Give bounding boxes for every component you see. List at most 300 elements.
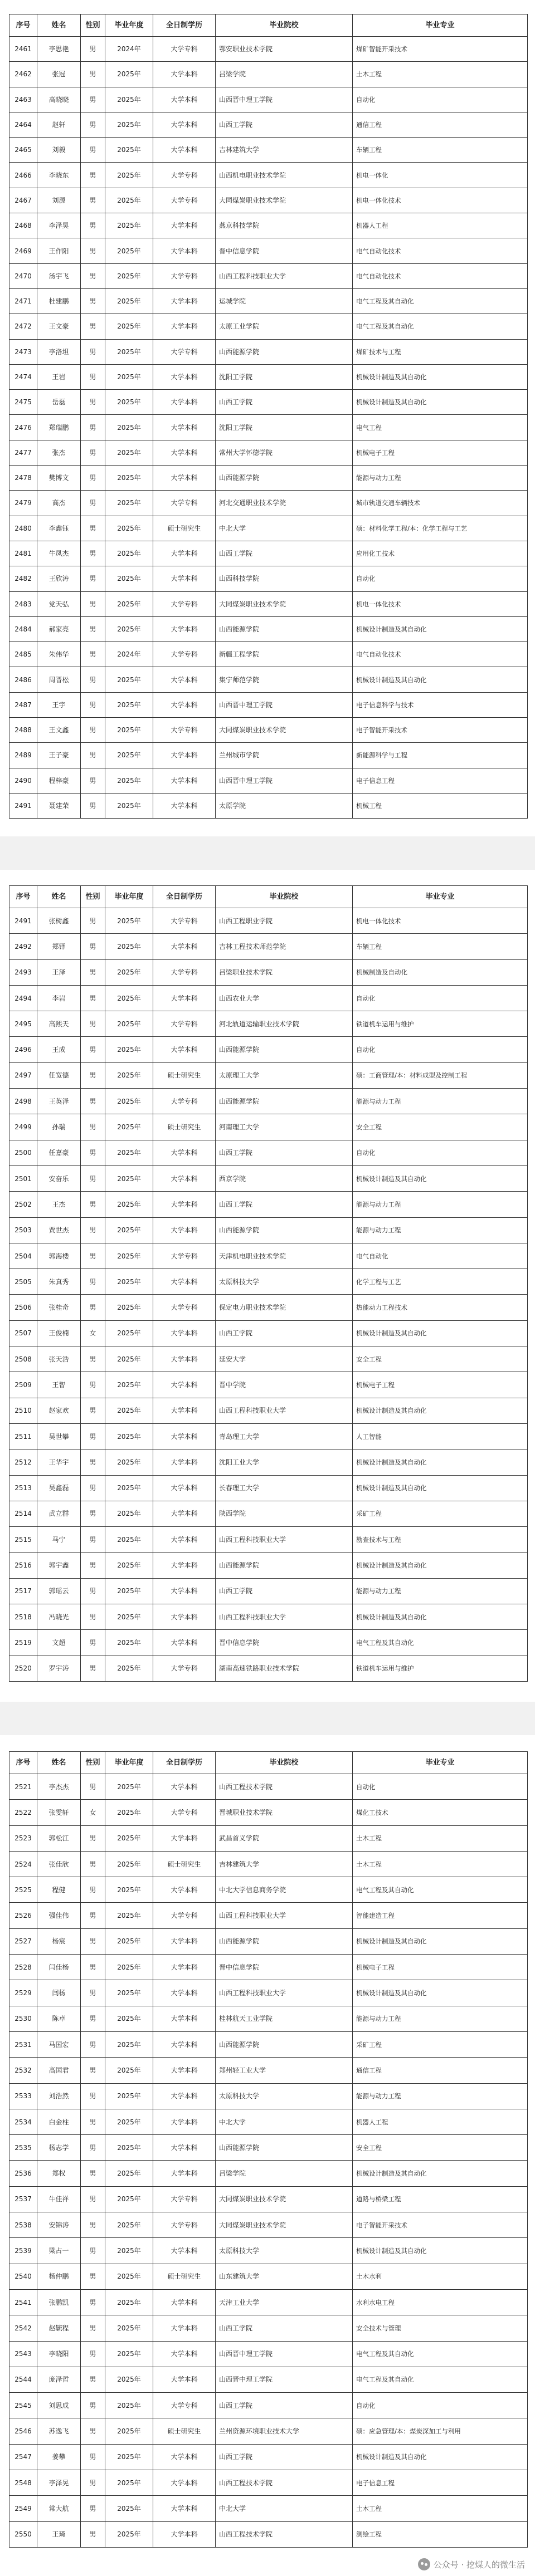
year-cell: 2025年 [105, 213, 153, 238]
degree-cell: 大学本科 [153, 238, 216, 263]
name-cell: 吴鑫磊 [37, 1475, 81, 1501]
table-header-row [9, 14, 528, 37]
name-cell: 党天弘 [37, 591, 81, 616]
school-cell: 山西工程技术学院 [216, 2470, 353, 2496]
year-cell: 2025年 [105, 188, 153, 213]
table-row [9, 2289, 528, 2315]
gender-cell: 男 [81, 1475, 105, 1501]
seq-cell: 2528 [9, 1955, 37, 1980]
table-row [9, 1501, 528, 1526]
degree-cell: 大学本科 [153, 2444, 216, 2470]
seq-cell: 2485 [9, 642, 37, 667]
name-cell: 李岩 [37, 985, 81, 1011]
name-cell: 王英泽 [37, 1089, 81, 1114]
year-cell: 2025年 [105, 314, 153, 339]
seq-cell: 2496 [9, 1037, 37, 1062]
table-row [9, 2496, 528, 2521]
school-cell: 山西工程科技职业大学 [216, 1527, 353, 1553]
seq-cell: 2546 [9, 2418, 37, 2444]
degree-cell: 大学本科 [153, 1165, 216, 1191]
degree-cell: 大学本科 [153, 2315, 216, 2341]
major-cell: 硕：工商管理/本：材料成型及控制工程 [353, 1062, 528, 1088]
school-cell: 太原理工大学 [216, 1062, 353, 1088]
name-cell: 李晓东 [37, 163, 81, 188]
school-cell: 山西能源学院 [216, 2135, 353, 2161]
year-cell: 2025年 [105, 440, 153, 465]
school-cell: 山西能源学院 [216, 616, 353, 641]
school-cell: 沈阳工学院 [216, 364, 353, 389]
school-cell: 山西能源学院 [216, 1217, 353, 1243]
major-cell: 自动化 [353, 2393, 528, 2418]
year-cell: 2025年 [105, 1269, 153, 1295]
seq-cell: 2540 [9, 2264, 37, 2289]
year-cell: 2025年 [105, 1475, 153, 1501]
seq-cell: 2475 [9, 390, 37, 415]
school-cell: 山西能源学院 [216, 2031, 353, 2057]
name-cell: 张天浩 [37, 1346, 81, 1372]
seq-cell: 2476 [9, 415, 37, 440]
degree-cell: 大学本科 [153, 1980, 216, 2006]
seq-cell: 2491 [9, 793, 37, 818]
school-cell: 山西能源学院 [216, 1553, 353, 1578]
seq-cell: 2532 [9, 2058, 37, 2083]
name-cell: 郭瑶云 [37, 1578, 81, 1604]
major-cell: 机械设计制造及其自动化 [353, 2238, 528, 2264]
degree-cell: 大学本科 [153, 2238, 216, 2264]
gender-cell: 男 [81, 1062, 105, 1088]
table-row [9, 1903, 528, 1928]
watermark [418, 2558, 525, 2570]
degree-cell: 大学本科 [153, 1630, 216, 1656]
seq-cell: 2463 [9, 87, 37, 112]
gender-cell: 男 [81, 667, 105, 692]
name-cell: 贾世杰 [37, 1217, 81, 1243]
degree-cell: 大学本科 [153, 1423, 216, 1449]
table-row [9, 516, 528, 541]
gender-cell: 男 [81, 1877, 105, 1903]
major-cell: 自动化 [353, 1774, 528, 1800]
degree-cell: 大学专科 [153, 491, 216, 516]
year-cell: 2025年 [105, 1320, 153, 1346]
major-cell: 电气工程及其自动化 [353, 314, 528, 339]
seq-cell: 2471 [9, 288, 37, 314]
school-cell: 鄂安职业技术学院 [216, 37, 353, 62]
year-cell: 2025年 [105, 2444, 153, 2470]
table-row [9, 616, 528, 641]
seq-cell: 2531 [9, 2031, 37, 2057]
table-row [9, 2315, 528, 2341]
name-cell: 周晋松 [37, 667, 81, 692]
name-cell: 闫杨 [37, 1980, 81, 2006]
degree-cell: 大学本科 [153, 1578, 216, 1604]
seq-cell: 2547 [9, 2444, 37, 2470]
seq-cell: 2466 [9, 163, 37, 188]
table-row [9, 491, 528, 516]
seq-cell: 2465 [9, 138, 37, 163]
name-cell: 马国宏 [37, 2031, 81, 2057]
degree-cell: 大学本科 [153, 985, 216, 1011]
column-header: 性别 [81, 886, 105, 908]
year-cell: 2025年 [105, 112, 153, 137]
major-cell: 机械设计制造及其自动化 [353, 1475, 528, 1501]
gender-cell: 男 [81, 263, 105, 288]
name-cell: 姜攀 [37, 2444, 81, 2470]
degree-cell: 大学本科 [153, 1475, 216, 1501]
school-cell: 保定电力职业技术学院 [216, 1295, 353, 1320]
name-cell: 安奋乐 [37, 1165, 81, 1191]
year-cell: 2025年 [105, 1295, 153, 1320]
year-cell: 2025年 [105, 1449, 153, 1475]
table-row [9, 908, 528, 934]
name-cell: 郭松江 [37, 1825, 81, 1851]
name-cell: 张杰 [37, 440, 81, 465]
page-gap [0, 1702, 535, 1735]
major-cell: 硕：应急管理/本：煤炭深加工与利用 [353, 2418, 528, 2444]
school-cell: 吕梁学院 [216, 62, 353, 87]
name-cell: 孙瑞 [37, 1114, 81, 1140]
gender-cell: 男 [81, 2496, 105, 2521]
major-cell: 机械工程 [353, 793, 528, 818]
school-cell: 山东建筑大学 [216, 2264, 353, 2289]
school-cell: 山西工程科技职业大学 [216, 263, 353, 288]
column-header: 毕业年度 [105, 886, 153, 908]
degree-cell: 大学本科 [153, 2058, 216, 2083]
name-cell: 强佳伟 [37, 1903, 81, 1928]
degree-cell: 大学专科 [153, 1011, 216, 1037]
table-row [9, 2444, 528, 2470]
seq-cell: 2529 [9, 1980, 37, 2006]
name-cell: 聂建荣 [37, 793, 81, 818]
gender-cell: 男 [81, 2470, 105, 2496]
seq-cell: 2523 [9, 1825, 37, 1851]
gender-cell: 男 [81, 364, 105, 389]
seq-cell: 2538 [9, 2212, 37, 2238]
major-cell: 电气工程及其自动化 [353, 1877, 528, 1903]
name-cell: 张树鑫 [37, 908, 81, 934]
school-cell: 河北交通职业技术学院 [216, 491, 353, 516]
seq-cell: 2494 [9, 985, 37, 1011]
school-cell: 兰州资源环境职业技术大学 [216, 2418, 353, 2444]
year-cell: 2025年 [105, 1423, 153, 1449]
table-row [9, 2238, 528, 2264]
gender-cell: 男 [81, 1980, 105, 2006]
year-cell: 2025年 [105, 1604, 153, 1630]
table-row [9, 1192, 528, 1217]
year-cell: 2025年 [105, 1217, 153, 1243]
year-cell: 2025年 [105, 1800, 153, 1825]
school-cell: 晋城职业技术学院 [216, 1800, 353, 1825]
school-cell: 长春理工大学 [216, 1475, 353, 1501]
name-cell: 王琦 [37, 2521, 81, 2547]
major-cell: 应用化工技术 [353, 541, 528, 566]
degree-cell: 大学专科 [153, 718, 216, 743]
table-row [9, 1423, 528, 1449]
major-cell: 道路与桥梁工程 [353, 2186, 528, 2212]
table-row [9, 692, 528, 717]
table-row [9, 1955, 528, 1980]
degree-cell: 大学本科 [153, 2341, 216, 2367]
gender-cell: 男 [81, 1372, 105, 1398]
gender-cell: 男 [81, 415, 105, 440]
gender-cell: 男 [81, 314, 105, 339]
year-cell: 2025年 [105, 1398, 153, 1423]
major-cell: 城市轨道交通车辆技术 [353, 491, 528, 516]
seq-cell: 2483 [9, 591, 37, 616]
table-row [9, 1114, 528, 1140]
year-cell: 2025年 [105, 1114, 153, 1140]
year-cell: 2025年 [105, 390, 153, 415]
gender-cell: 男 [81, 238, 105, 263]
seq-cell: 2497 [9, 1062, 37, 1088]
seq-cell: 2503 [9, 1217, 37, 1243]
table-row [9, 2161, 528, 2186]
degree-cell: 大学专科 [153, 263, 216, 288]
gender-cell: 男 [81, 1114, 105, 1140]
table-row [9, 642, 528, 667]
table-row [9, 1527, 528, 1553]
table-row [9, 1475, 528, 1501]
seq-cell: 2467 [9, 188, 37, 213]
school-cell: 山西工程科技职业大学 [216, 1604, 353, 1630]
degree-cell: 大学本科 [153, 1398, 216, 1423]
degree-cell: 大学本科 [153, 390, 216, 415]
degree-cell: 大学专科 [153, 591, 216, 616]
year-cell: 2025年 [105, 1140, 153, 1165]
degree-cell: 大学本科 [153, 1037, 216, 1062]
degree-cell: 大学本科 [153, 616, 216, 641]
seq-cell: 2521 [9, 1774, 37, 1800]
gender-cell: 男 [81, 985, 105, 1011]
degree-cell: 大学本科 [153, 768, 216, 793]
column-header: 性别 [81, 14, 105, 37]
name-cell: 郭宇鑫 [37, 1553, 81, 1578]
major-cell: 自动化 [353, 87, 528, 112]
gender-cell: 男 [81, 1955, 105, 1980]
major-cell: 机械设计制造及其自动化 [353, 1398, 528, 1423]
seq-cell: 2537 [9, 2186, 37, 2212]
column-header: 姓名 [37, 14, 81, 37]
major-cell: 机械设计制造及其自动化 [353, 667, 528, 692]
school-cell: 吕梁学院 [216, 2161, 353, 2186]
degree-cell: 硕士研究生 [153, 1851, 216, 1877]
major-cell: 安全工程 [353, 2135, 528, 2161]
gender-cell: 男 [81, 1851, 105, 1877]
year-cell: 2025年 [105, 2289, 153, 2315]
table-row [9, 1320, 528, 1346]
gender-cell: 男 [81, 793, 105, 818]
column-header: 姓名 [37, 886, 81, 908]
school-cell: 吉林建筑大学 [216, 1851, 353, 1877]
table-row [9, 1037, 528, 1062]
major-cell: 能源与动力工程 [353, 1089, 528, 1114]
seq-cell: 2527 [9, 1928, 37, 1954]
school-cell: 吉林建筑大学 [216, 138, 353, 163]
gender-cell: 男 [81, 2161, 105, 2186]
school-cell: 山西科技学院 [216, 566, 353, 591]
year-cell: 2025年 [105, 1656, 153, 1681]
table-row [9, 2109, 528, 2134]
degree-cell: 大学本科 [153, 1774, 216, 1800]
school-cell: 太原科技大学 [216, 2238, 353, 2264]
major-cell: 硕：材料化学工程/本：化学工程与工艺 [353, 516, 528, 541]
major-cell: 土木工程 [353, 2496, 528, 2521]
table-row [9, 1851, 528, 1877]
year-cell: 2025年 [105, 2418, 153, 2444]
degree-cell: 硕士研究生 [153, 1062, 216, 1088]
school-cell: 吉林工程技术师范学院 [216, 934, 353, 959]
seq-cell: 2516 [9, 1553, 37, 1578]
seq-cell: 2461 [9, 37, 37, 62]
seq-cell: 2544 [9, 2367, 37, 2392]
degree-cell: 大学本科 [153, 793, 216, 818]
name-cell: 罗宇涛 [37, 1656, 81, 1681]
name-cell: 李思艳 [37, 37, 81, 62]
table-row [9, 1825, 528, 1851]
major-cell: 电气工程及其自动化 [353, 1630, 528, 1656]
degree-cell: 大学本科 [153, 1140, 216, 1165]
table-row [9, 2418, 528, 2444]
degree-cell: 大学本科 [153, 1825, 216, 1851]
seq-cell: 2490 [9, 768, 37, 793]
gender-cell: 男 [81, 1269, 105, 1295]
year-cell: 2025年 [105, 516, 153, 541]
major-cell: 机械电子工程 [353, 1372, 528, 1398]
major-cell: 电气自动化技术 [353, 263, 528, 288]
degree-cell: 硕士研究生 [153, 2418, 216, 2444]
table-row [9, 87, 528, 112]
major-cell: 机电一体化技术 [353, 908, 528, 934]
degree-cell: 大学专科 [153, 2393, 216, 2418]
year-cell: 2025年 [105, 718, 153, 743]
name-cell: 李杰杰 [37, 1774, 81, 1800]
gender-cell: 男 [81, 1449, 105, 1475]
name-cell: 郑瑞鹏 [37, 415, 81, 440]
gender-cell: 男 [81, 2135, 105, 2161]
table-row [9, 263, 528, 288]
gender-cell: 男 [81, 1774, 105, 1800]
major-cell: 热能动力工程技术 [353, 1295, 528, 1320]
major-cell: 土木水利 [353, 2264, 528, 2289]
year-cell: 2025年 [105, 1527, 153, 1553]
major-cell: 机械设计制造及其自动化 [353, 2444, 528, 2470]
year-cell: 2025年 [105, 364, 153, 389]
degree-cell: 大学本科 [153, 2109, 216, 2134]
year-cell: 2025年 [105, 415, 153, 440]
year-cell: 2025年 [105, 541, 153, 566]
degree-cell: 大学本科 [153, 1527, 216, 1553]
gender-cell: 男 [81, 616, 105, 641]
degree-cell: 大学专科 [153, 2186, 216, 2212]
seq-cell: 2545 [9, 2393, 37, 2418]
table-row [9, 591, 528, 616]
degree-cell: 大学本科 [153, 1372, 216, 1398]
table-row [9, 2521, 528, 2547]
major-cell: 人工智能 [353, 1423, 528, 1449]
major-cell: 电子信息工程 [353, 2470, 528, 2496]
table-row [9, 1578, 528, 1604]
school-cell: 山西工程科技职业大学 [216, 1903, 353, 1928]
name-cell: 王华宇 [37, 1449, 81, 1475]
degree-cell: 大学本科 [153, 667, 216, 692]
seq-cell: 2539 [9, 2238, 37, 2264]
table-row [9, 959, 528, 985]
major-cell: 自动化 [353, 985, 528, 1011]
roster-table-2 [9, 885, 528, 1682]
gender-cell: 男 [81, 2109, 105, 2134]
seq-cell: 2522 [9, 1800, 37, 1825]
seq-cell: 2530 [9, 2006, 37, 2031]
table-row [9, 793, 528, 818]
major-cell: 安全工程 [353, 1114, 528, 1140]
column-header: 毕业专业 [353, 14, 528, 37]
name-cell: 郝家亮 [37, 616, 81, 641]
school-cell: 山西工程科技职业大学 [216, 1398, 353, 1423]
gender-cell: 男 [81, 908, 105, 934]
year-cell: 2025年 [105, 263, 153, 288]
gender-cell: 男 [81, 1578, 105, 1604]
table-row [9, 1062, 528, 1088]
seq-cell: 2486 [9, 667, 37, 692]
major-cell: 机械设计制造及其自动化 [353, 1980, 528, 2006]
major-cell: 勘查技术与工程 [353, 1527, 528, 1553]
year-cell: 2025年 [105, 339, 153, 364]
name-cell: 郑权 [37, 2161, 81, 2186]
table-row [9, 2135, 528, 2161]
seq-cell: 2541 [9, 2289, 37, 2315]
year-cell: 2025年 [105, 2341, 153, 2367]
seq-cell: 2524 [9, 1851, 37, 1877]
seq-cell: 2489 [9, 743, 37, 768]
year-cell: 2025年 [105, 138, 153, 163]
seq-cell: 2473 [9, 339, 37, 364]
degree-cell: 大学专科 [153, 188, 216, 213]
seq-cell: 2480 [9, 516, 37, 541]
major-cell: 机械设计制造及其自动化 [353, 2161, 528, 2186]
column-header: 毕业专业 [353, 1752, 528, 1774]
seq-cell: 2513 [9, 1475, 37, 1501]
major-cell: 煤矿技术与工程 [353, 339, 528, 364]
school-cell: 晋中信息学院 [216, 1630, 353, 1656]
school-cell: 大同煤炭职业技术学院 [216, 718, 353, 743]
seq-cell: 2488 [9, 718, 37, 743]
table-row [9, 1656, 528, 1681]
major-cell: 通信工程 [353, 2058, 528, 2083]
degree-cell: 大学本科 [153, 466, 216, 491]
year-cell: 2025年 [105, 1011, 153, 1037]
gender-cell: 男 [81, 112, 105, 137]
major-cell: 电子信息科学与技术 [353, 692, 528, 717]
major-cell: 电子智能开采技术 [353, 2212, 528, 2238]
major-cell: 化学工程与工艺 [353, 1269, 528, 1295]
seq-cell: 2505 [9, 1269, 37, 1295]
year-cell: 2025年 [105, 2521, 153, 2547]
column-header: 全日制学历 [153, 1752, 216, 1774]
gender-cell: 男 [81, 566, 105, 591]
year-cell: 2025年 [105, 1165, 153, 1191]
gender-cell: 男 [81, 642, 105, 667]
school-cell: 山西能源学院 [216, 1928, 353, 1954]
gender-cell: 男 [81, 1243, 105, 1269]
name-cell: 高晓晓 [37, 87, 81, 112]
name-cell: 王俊楠 [37, 1320, 81, 1346]
school-cell: 兰州城市学院 [216, 743, 353, 768]
school-cell: 山西农业大学 [216, 985, 353, 1011]
table-row [9, 1553, 528, 1578]
major-cell: 土木工程 [353, 1825, 528, 1851]
name-cell: 张桂奇 [37, 1295, 81, 1320]
degree-cell: 大学本科 [153, 2496, 216, 2521]
gender-cell: 男 [81, 2031, 105, 2057]
